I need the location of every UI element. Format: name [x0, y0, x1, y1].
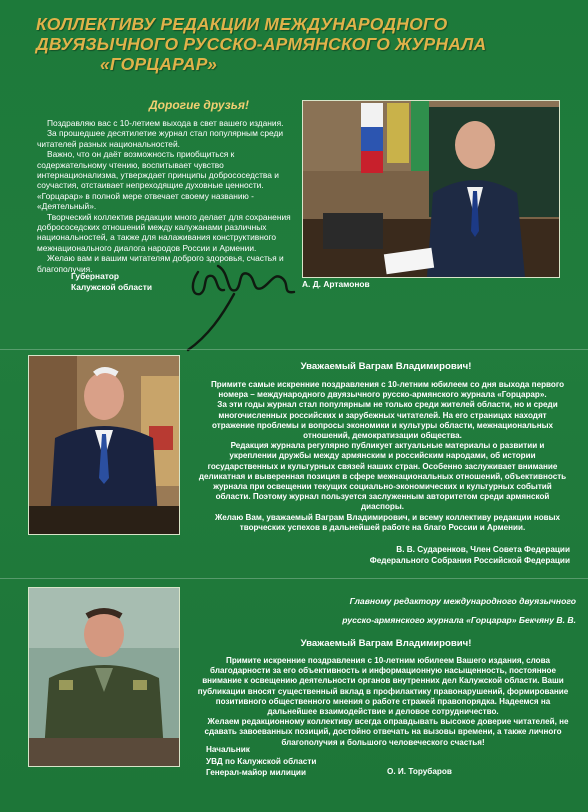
letter2-paragraph: Желаю Вам, уважаемый Ваграм Владимирович, и всему коллективу редакции новых творческих успехов в дальнейшей работе на благо России и Армении.	[214, 512, 561, 532]
signatory-title-line: Начальник	[206, 745, 250, 754]
title-line-2: ДВУЯЗЫЧНОГО РУССКО-АРМЯНСКОГО ЖУРНАЛА	[36, 34, 487, 54]
greeting-heading: Дорогие друзья!	[149, 98, 249, 112]
letter1-signatory-title	[71, 271, 152, 293]
signatory-title-line: Генерал-майор милиции	[206, 768, 306, 777]
signatory-title-line: УВД по Калужской области	[206, 756, 317, 766]
letter1-paragraph: Важно, что он даёт возможность приобщиться к содержательному чтению, воспитывает чувство интернационализма, утверждает принципы добрососедства и соучастия, отстаивает непреходящие духовные ценности. «Горцарар» в полной мере отвечает своему названию - «Деятельный».	[37, 149, 279, 212]
masthead-title	[36, 14, 576, 74]
letter2-signature	[196, 544, 570, 566]
letter1-paragraph: Творческий коллектив редакции много делает для сохранения добрососедских отношений между калужанами различных национальностей, а также для налаживания конструктивного межнационального диалога народов России и Армении.	[37, 211, 291, 253]
letter3-signatory-title	[206, 744, 316, 779]
letter3-signatory-name: О. И. Торубаров	[387, 767, 452, 776]
addressee-line: Главному редактору международного двуязычного	[349, 596, 576, 606]
photo-governor-at-desk	[302, 100, 560, 278]
addressee-line: русско-армянского журнала «Горцарар» Бекчяну В. В.	[342, 615, 576, 625]
signatory-title-line: Губернатор	[71, 271, 119, 281]
photo-police-general	[28, 587, 180, 767]
letter2-paragraph: Редакция журнала регулярно публикует актуальные материалы о развитии и укреплении дружбы между армянским и российским народами, об истории государственных и культурных связей наших стран. Особенно заслуживает внимание деликатная и выверенная позиция в сфере межнациональных отношений, объективность журнала при освещении текущих социально-экономических и культурных событий области. Поэтому журнал пользуется заслуженным авторитетом среди армянской диаспоры.	[198, 441, 567, 512]
section-divider	[0, 349, 588, 350]
letter2-body	[196, 380, 569, 533]
photo-senator	[28, 355, 180, 535]
signature-line: Федерального Собрания Российской Федерации	[369, 556, 570, 565]
letter1-paragraph: Поздравляю вас с 10-летием выхода в свет вашего издания.	[47, 118, 284, 128]
letter2-salutation: Уважаемый Ваграм Владимирович!	[300, 361, 472, 372]
handwritten-signature	[178, 254, 313, 354]
letter2-paragraph: За эти годы журнал стал популярным не только среди жителей области, но и среди многочисленных российских и зарубежных читателей. На его страницах находят отражение проблемы и вопросы экономики и культуры области, межнациональных отношений, демократизации общества.	[211, 400, 558, 441]
letter3-paragraph: Желаем редакционному коллективу всегда оправдывать высокое доверие читателей, не сдавать завоеванных позиций, достойно отвечать на вызовы времени, а также личного благополучия и большого человеческого счастья!	[204, 717, 569, 747]
letter3-paragraph: Примите искренние поздравления с 10-летним юбилеем Вашего издания, слова благодарности за его объективность и информационную насыщенность, постоянное внимание к освещению деятельности органов внутренних дел Калужской области. Ваши публикации вносят существенный вклад в профилактику правонарушений, формирование позитивного общественного мнения о работе стражей правопорядка. Надеемся на дальнейшее взаимодействие и деловое сотрудничество.	[197, 656, 569, 717]
signatory-title-line: Калужской области	[71, 282, 152, 292]
letter1-paragraph: Желаю вам и вашим читателям доброго здоровья, счастья и благополучия.	[37, 253, 284, 274]
section-divider	[0, 578, 588, 579]
letter1-body	[37, 118, 299, 274]
letter1-paragraph: За прошедшее десятилетие журнал стал популярным среди читателей разных национальностей.	[37, 128, 284, 149]
letter3-body	[196, 656, 570, 748]
title-line-3: «ГОРЦАРАР»	[100, 54, 218, 74]
title-line-1: КОЛЛЕКТИВУ РЕДАКЦИИ МЕЖДУНАРОДНОГО	[36, 14, 448, 34]
letter2-paragraph: Примите самые искренние поздравления с 10-летним юбилеем со дня выхода первого номера – международного двуязычного русско-армянского журнала «Горцарар».	[210, 380, 565, 400]
letter1-signatory-name: А. Д. Артамонов	[302, 279, 370, 289]
addressee	[196, 592, 576, 630]
signature-line: В. В. Сударенков, Член Совета Федерации	[396, 545, 570, 554]
letter3-salutation: Уважаемый Ваграм Владимирович!	[300, 638, 472, 649]
